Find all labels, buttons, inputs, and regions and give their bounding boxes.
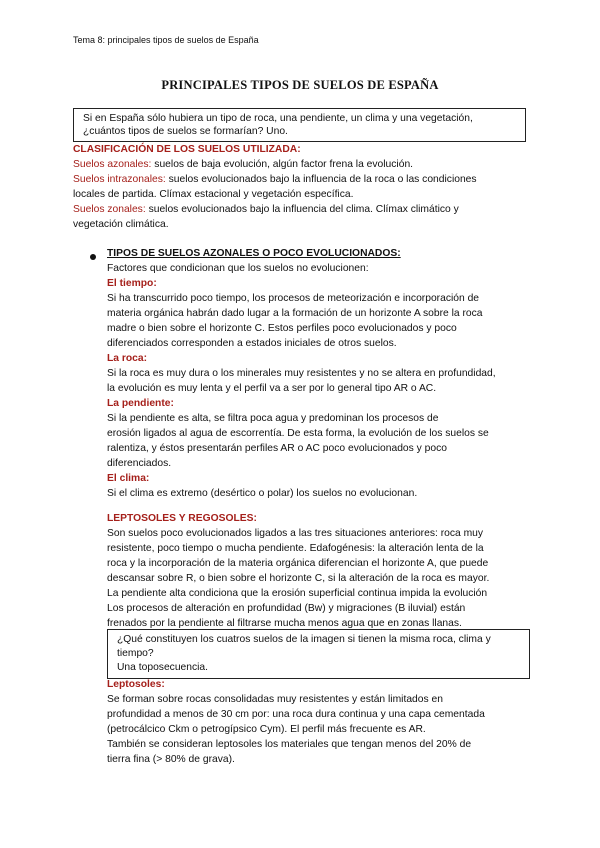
leptosoles-line: Son suelos poco evolucionados ligados a las tres situaciones anteriores: roca muy: [107, 528, 484, 539]
intrazonal-text: suelos evolucionados bajo la influencia de la roca o las condiciones: [165, 174, 477, 185]
factor-line: Si la roca es muy dura o los minerales muy resistentes y no se altera en profundidad,: [107, 368, 496, 379]
factor-line: ralentiza, y éstos presentarán perfiles AR o AC poco evolucionados y poco: [107, 443, 447, 454]
leptosoles-line: roca y la incorporación de la materia orgánica diferencian el horizonte A, que puede: [107, 558, 489, 569]
factor-line: Si el clima es extremo (desértico o polar) los suelos no evolucionan.: [107, 488, 418, 499]
classification-section: [73, 142, 528, 232]
zonal-text: suelos evolucionados bajo la influencia del clima. Clímax climático y: [145, 204, 459, 215]
question-box-1: [73, 108, 526, 142]
leptosoles-subsection: [107, 677, 532, 767]
question-box-2: [107, 629, 530, 679]
factor-line: diferenciados.: [107, 458, 172, 469]
intrazonal-label: Suelos intrazonales:: [73, 174, 166, 185]
leptosoles-line: frenados por la pendiente al filtrarse mucha menos agua que en zonas llanas.: [107, 618, 462, 629]
azonal-text: suelos de baja evolución, algún factor frena la evolución.: [151, 159, 414, 170]
factor-title: La pendiente:: [107, 398, 174, 409]
factor-line: diferenciados corresponden a estados iniciales de otros suelos.: [107, 338, 397, 349]
factor-line: madre o bien sobre el horizonte C. Estos perfiles poco evolucionados y poco: [107, 323, 457, 334]
leptosoles-sub-line: Se forman sobre rocas consolidadas muy resistentes y están limitados en: [107, 694, 443, 705]
azonal-section: [107, 246, 532, 501]
factor-title: El tiempo:: [107, 278, 157, 289]
question-line: ¿cuántos tipos de suelos se formarían? Uno.: [83, 126, 288, 137]
zonal-text-cont: vegetación climática.: [73, 219, 169, 230]
azonal-definition: [73, 157, 528, 172]
page-header: Tema 8: principales tipos de suelos de España: [73, 35, 259, 45]
azonal-section-heading: TIPOS DE SUELOS AZONALES O POCO EVOLUCIONADOS:: [107, 248, 401, 259]
question-line: Si en España sólo hubiera un tipo de roca, una pendiente, un clima y una vegetación,: [83, 113, 473, 124]
factor-line: la evolución es muy lenta y el perfil va a ser por lo general tipo AR o AC.: [107, 383, 437, 394]
leptosoles-sub-line: profundidad a menos de 30 cm por: una roca dura continua y una capa cementada: [107, 709, 485, 720]
leptosoles-sub-line: También se consideran leptosoles los materiales que tengan menos del 20% de: [107, 739, 472, 750]
leptosoles-line: resistente, poco tiempo o mucha pendiente. Edafogénesis: la alteración lenta de la: [107, 543, 484, 554]
question-line: tiempo?: [117, 648, 154, 659]
leptosoles-line: descansar sobre R, o bien sobre el horizonte C, si la alteración de la roca es mayor.: [107, 573, 490, 584]
question-line: Una toposecuencia.: [117, 662, 209, 673]
factor-title: La roca:: [107, 353, 148, 364]
zonal-definition: [73, 202, 528, 217]
bullet-icon: [90, 254, 96, 260]
leptosoles-sub-line: tierra fina (> 80% de grava).: [107, 754, 235, 765]
leptosoles-section: [107, 511, 532, 631]
intrazonal-definition: [73, 172, 528, 187]
factor-title: El clima:: [107, 473, 150, 484]
zonal-label: Suelos zonales:: [73, 204, 146, 215]
intrazonal-text-cont: locales de partida. Clímax estacional y vegetación específica.: [73, 189, 354, 200]
classification-heading: CLASIFICACIÓN DE LOS SUELOS UTILIZADA:: [73, 144, 301, 155]
page-title: PRINCIPALES TIPOS DE SUELOS DE ESPAÑA: [161, 78, 439, 92]
factor-line: erosión ligados al agua de escorrentía. De esta forma, la evolución de los suelos se: [107, 428, 489, 439]
leptosoles-sub-heading: Leptosoles:: [107, 679, 165, 690]
leptosoles-line: La pendiente alta condiciona que la erosión superficial continua impida la evolución: [107, 588, 488, 599]
leptosoles-line: Los procesos de alteración en profundidad (Bw) y migraciones (B iluvial) están: [107, 603, 466, 614]
leptosoles-sub-line: (petrocálcico Ckm o petrogípsico Cym). El perfil más frecuente es AR.: [107, 724, 426, 735]
question-line: ¿Qué constituyen los cuatros suelos de la imagen si tienen la misma roca, clima y: [117, 634, 491, 645]
leptosoles-heading: LEPTOSOLES Y REGOSOLES:: [107, 513, 257, 524]
factor-line: Si la pendiente es alta, se filtra poca agua y predominan los procesos de: [107, 413, 439, 424]
factor-line: Si ha transcurrido poco tiempo, los procesos de meteorización e incorporación de: [107, 293, 480, 304]
azonal-intro: Factores que condicionan que los suelos no evolucionen:: [107, 263, 369, 274]
azonal-label: Suelos azonales:: [73, 159, 152, 170]
factor-line: materia orgánica habrán dado lugar a la formación de un horizonte A sobre la roca: [107, 308, 483, 319]
